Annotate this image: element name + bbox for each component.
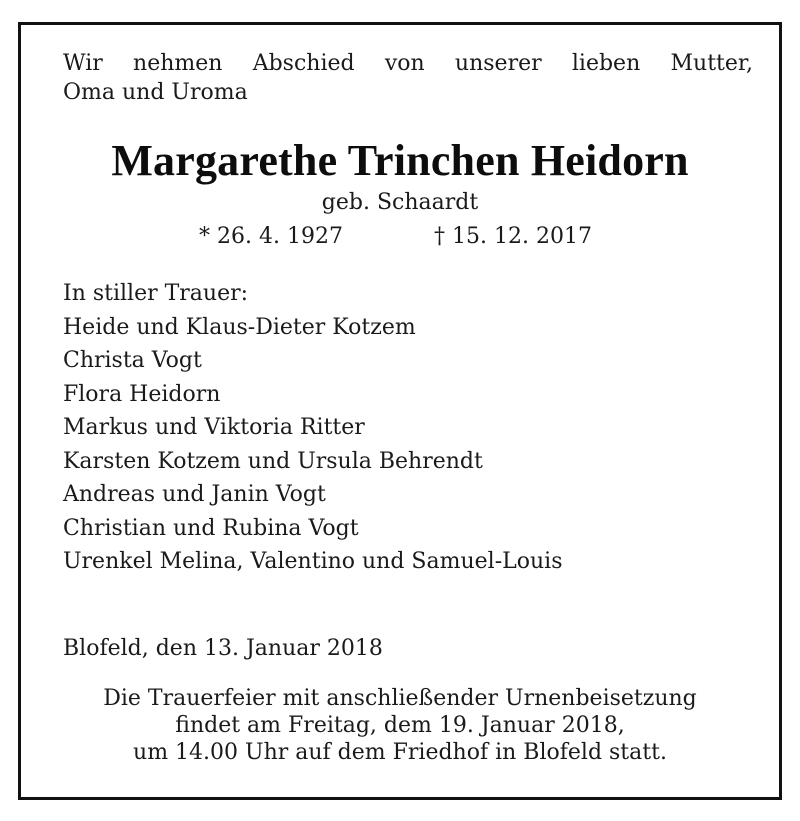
mourner-item: Heide und Klaus-Dieter Kotzem <box>63 314 416 340</box>
service-line-3: um 14.00 Uhr auf dem Friedhof in Blofeld statt. <box>133 740 667 765</box>
intro-line-1: Wir nehmen Abschied von unserer lieben Mutter, <box>63 51 753 76</box>
death-date: † 15. 12. 2017 <box>434 224 592 249</box>
mourner-item: Flora Heidorn <box>63 381 221 407</box>
intro-line-2: Oma und Uroma <box>63 80 248 105</box>
mourner-item: Christian und Rubina Vogt <box>63 515 359 541</box>
service-info <box>21 685 779 766</box>
mourner-item: Markus und Viktoria Ritter <box>63 415 365 440</box>
mourner-item: Andreas und Janin Vogt <box>63 482 326 507</box>
mourner-item: Urenkel Melina, Valentino und Samuel-Louis <box>63 549 563 574</box>
deceased-name: Margarethe Trinchen Heidorn <box>111 136 689 185</box>
service-line-1: Die Trauerfeier mit anschließender Urnenbeisetzung <box>103 686 697 711</box>
mourner-item: Christa Vogt <box>63 348 202 373</box>
service-line-2: findet am Freitag, dem 19. Januar 2018, <box>175 713 625 738</box>
mourners-list <box>63 277 562 579</box>
place-date: Blofeld, den 13. Januar 2018 <box>63 636 383 661</box>
mourner-item: Karsten Kotzem und Ursula Behrendt <box>63 448 483 474</box>
birth-date: * 26. 4. 1927 <box>199 224 343 249</box>
mourning-heading: In stiller Trauer: <box>63 281 249 306</box>
maiden-name: geb. Schaardt <box>321 190 479 215</box>
obituary-frame <box>18 22 782 800</box>
